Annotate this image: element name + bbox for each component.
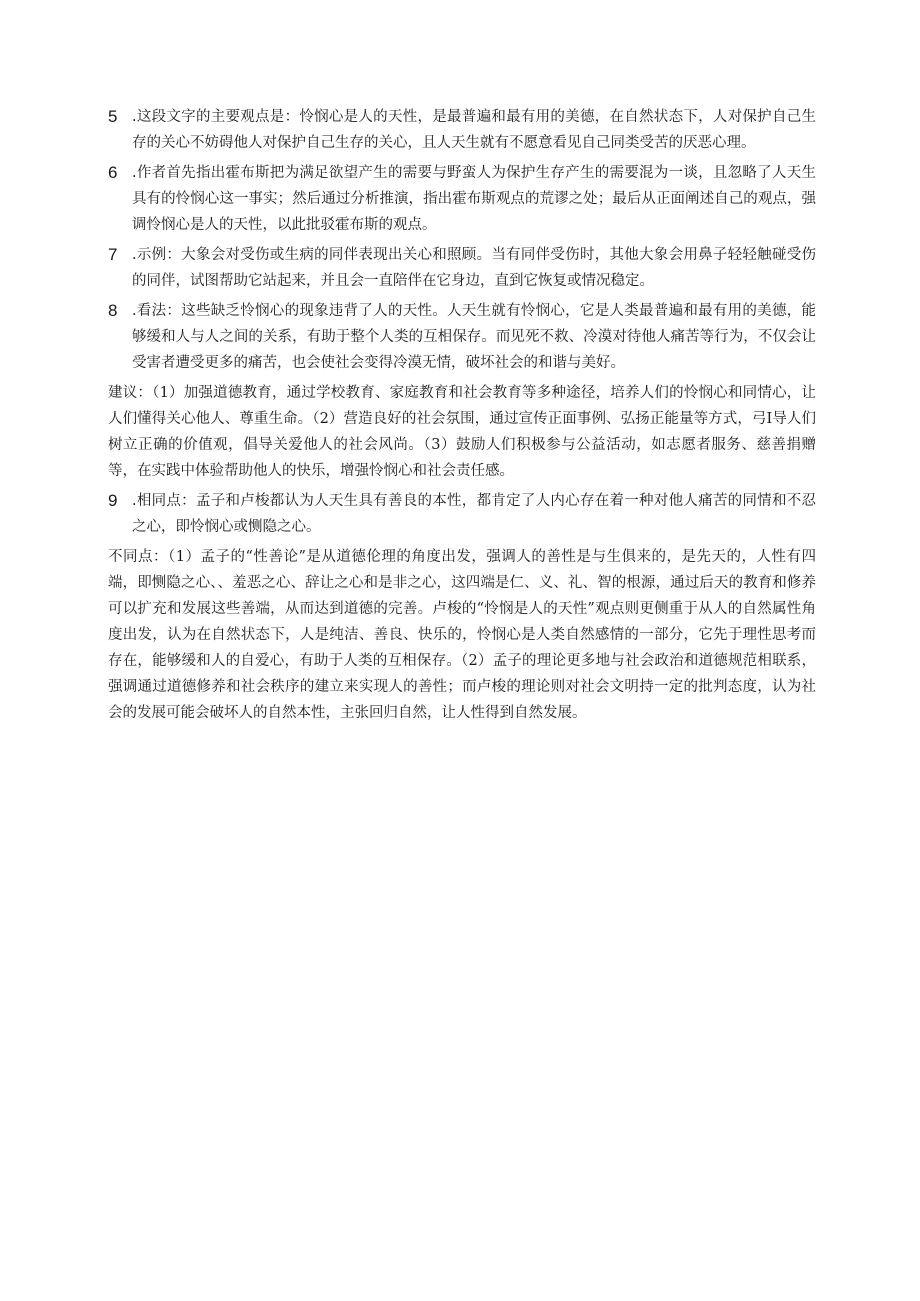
answer-number: 6 bbox=[108, 163, 118, 182]
answer-number: 7 bbox=[108, 245, 118, 264]
answer-number: 8 bbox=[108, 301, 118, 320]
answer-item-6 bbox=[108, 160, 816, 238]
answer-item-8 bbox=[108, 298, 816, 376]
differences-paragraph: 不同点：（1）孟子的“性善论”是从道德伦理的角度出发，强调人的善性是与生俱来的，是先天的，人性有四端，即恻隐之心、、羞恶之心、辞让之心和是非之心，这四端是仁、义、礼、智的根源，通过后天的教育和修养可以扩充和发展这些善端，从而达到道德的完善。卢梭的“怜悯是人的天性”观点则更侧重于从人的自然属性角度出发，认为在自然状态下，人是纯洁、善良、快乐的，怜悯心是人类自然感情的一部分，它先于理性思考而存在，能够缓和人的自爱心，有助于人类的互相保存。（2）孟子的理论更多地与社会政治和道德规范相联系，强调通过道德修养和社会秩序的建立来实现人的善性；而卢梭的理论则对社会文明持一定的批判态度，认为社会的发展可能会破坏人的自然本性，主张回归自然，让人性得到自然发展。 bbox=[108, 549, 816, 721]
answer-text: .示例：大象会对受伤或生病的同伴表现出关心和照顾。当有同伴受伤时，其他大象会用鼻子轻轻触碰受伤的同伴，试图帮助它站起来，并且会一直陪伴在它身边，直到它恢复或情况稳定。 bbox=[132, 247, 816, 289]
answer-page bbox=[108, 104, 816, 730]
answer-text: .相同点：孟子和卢梭都认为人天生具有善良的本性，都肯定了人内心存在着一种对他人痛苦的同情和不忍之心，即怜悯心或恻隐之心。 bbox=[132, 493, 816, 535]
answer-item-9 bbox=[108, 488, 816, 540]
answer-text: .看法：这些缺乏怜悯心的现象违背了人的天性。人天生就有怜悯心，它是人类最普遍和最有用的美德，能够缓和人与人之间的关系，有助于整个人类的互相保存。而见死不救、冷漠对待他人痛苦等行为，不仅会让受害者遭受更多的痛苦，也会使社会变得冷漠无情，破坏社会的和谐与美好。 bbox=[132, 303, 816, 371]
answer-text: .这段文字的主要观点是：怜悯心是人的天性，是最普遍和最有用的美德，在自然状态下，人对保护自己生存的关心不妨碍他人对保护自己生存的关心，且人天生就有不愿意看见自己同类受苦的厌恶心理。 bbox=[132, 109, 816, 151]
answer-item-7 bbox=[108, 242, 816, 294]
answer-number: 5 bbox=[108, 107, 118, 126]
suggestion-paragraph: 建议：（1）加强道德教育，通过学校教育、家庭教育和社会教育等多种途径，培养人们的怜悯心和同情心，让人们懂得关心他人、尊重生命。（2）营造良好的社会氛围，通过宣传正面事例、弘扬正能量等方式，弓I导人们树立正确的价值观，倡导关爱他人的社会风尚。（3）鼓励人们积极参与公益活动，如志愿者服务、慈善捐赠等，在实践中体验帮助他人的快乐，增强怜悯心和社会责任感。 bbox=[108, 385, 816, 479]
answer-item-5 bbox=[108, 104, 816, 156]
answer-text: .作者首先指出霍布斯把为满足欲望产生的需要与野蛮人为保护生存产生的需要混为一谈，且忽略了人天生具有的怜悯心这一事实；然后通过分析推演，指出霍布斯观点的荒谬之处；最后从正面阐述自己的观点，强调怜悯心是人的天性，以此批驳霍布斯的观点。 bbox=[132, 165, 816, 233]
answer-number: 9 bbox=[108, 491, 118, 510]
